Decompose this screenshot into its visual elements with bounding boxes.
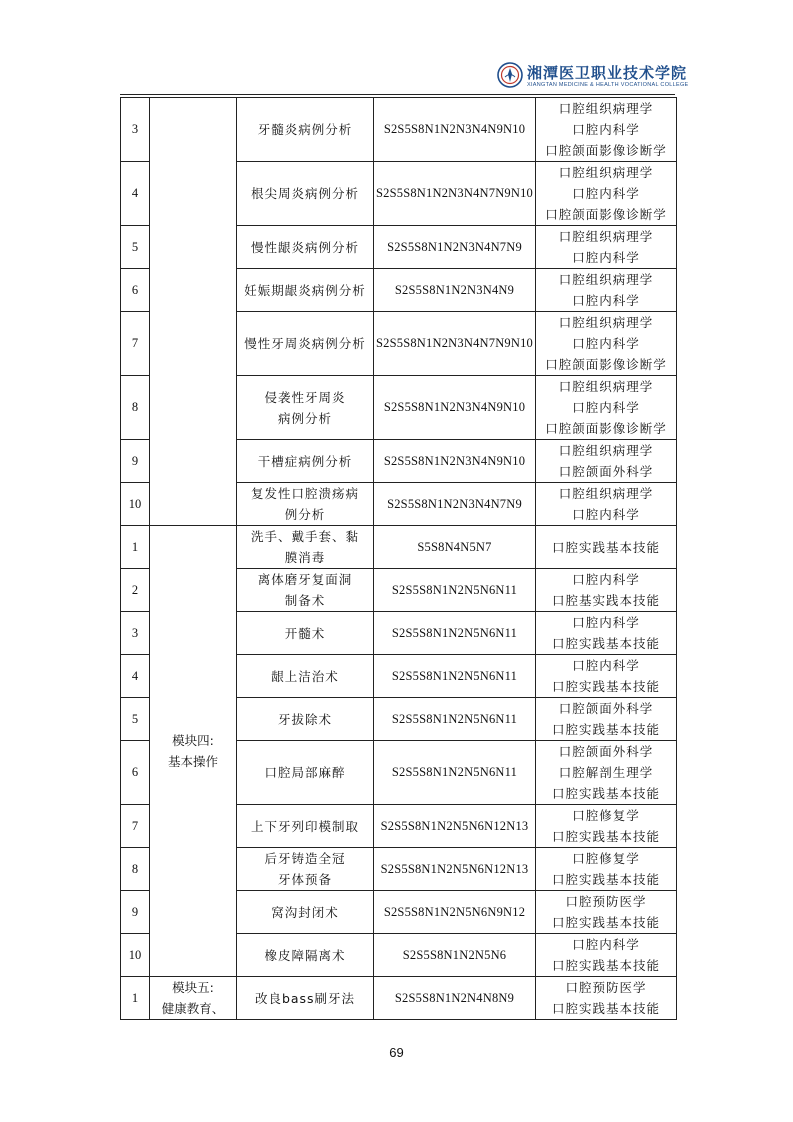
project-name-line: 洗手、戴手套、黏: [250, 529, 359, 544]
project-name: [237, 226, 374, 269]
competency-code: S2S5S8N1N2N3N4N7N9: [374, 226, 536, 269]
project-name-line: 根尖周炎病例分析: [250, 186, 359, 201]
course-item: 口腔实践基本技能: [551, 539, 660, 555]
course-item: 口腔内科学: [572, 250, 640, 265]
project-name: [237, 977, 374, 1020]
project-name: [237, 376, 374, 440]
course-item: 口腔内科学: [572, 572, 640, 587]
supporting-courses: [536, 741, 677, 805]
supporting-courses: [536, 848, 677, 891]
project-name-line: 离体磨牙复面洞: [257, 572, 353, 587]
course-item: 口腔实践基本技能: [551, 829, 660, 844]
course-item: 口腔修复学: [572, 851, 640, 866]
course-item: 口腔实践基本技能: [551, 636, 660, 651]
module-label-line: 模块四:: [172, 733, 214, 748]
row-number: 8: [121, 376, 150, 440]
project-name: [237, 741, 374, 805]
project-name-line: 妊娠期龈炎病例分析: [244, 282, 366, 298]
project-name: [237, 891, 374, 934]
course-item: 口腔组织病理学: [558, 272, 654, 287]
competency-code: S2S5S8N1N2N3N4N7N9N10: [374, 162, 536, 226]
supporting-courses: [536, 226, 677, 269]
competency-code: S2S5S8N1N2N5N6N11: [374, 698, 536, 741]
course-item: 口腔颌面外科学: [558, 744, 654, 759]
course-item: 口腔实践基本技能: [551, 722, 660, 737]
supporting-courses: [536, 526, 677, 569]
project-name: [237, 269, 374, 312]
row-number: 8: [121, 848, 150, 891]
course-item: 口腔预防医学: [565, 980, 647, 995]
module-label-line: 模块五:: [172, 980, 214, 995]
row-number: 10: [121, 483, 150, 526]
competency-code: S2S5S8N1N2N3N4N9N10: [374, 376, 536, 440]
competency-code: S2S5S8N1N2N5N6: [374, 934, 536, 977]
school-emblem-icon: [497, 62, 523, 88]
project-name-line: 牙体预备: [277, 872, 332, 887]
project-name: [237, 848, 374, 891]
course-item: 口腔组织病理学: [558, 101, 654, 116]
project-name: [237, 698, 374, 741]
project-name-line: 牙髓炎病例分析: [257, 122, 353, 137]
project-name-line: 口腔局部麻醉: [264, 765, 346, 780]
supporting-courses: [536, 698, 677, 741]
course-item: 口腔颌面影像诊断学: [545, 357, 667, 372]
row-number: 5: [121, 698, 150, 741]
supporting-courses: [536, 977, 677, 1020]
supporting-courses: [536, 805, 677, 848]
supporting-courses: [536, 162, 677, 226]
competency-code: S2S5S8N1N2N3N4N9N10: [374, 98, 536, 162]
supporting-courses: [536, 891, 677, 934]
project-name-line: 后牙铸造全冠: [264, 851, 346, 866]
module-label-line: 健康教育、: [161, 1001, 225, 1016]
course-item: 口腔实践基本技能: [551, 872, 660, 887]
course-item: 口腔实践基本技能: [551, 679, 660, 694]
competency-code: S2S5S8N1N2N5N6N11: [374, 741, 536, 805]
project-name: [237, 312, 374, 376]
module-cell: [150, 98, 237, 526]
course-item: 口腔预防医学: [565, 894, 647, 909]
supporting-courses: [536, 655, 677, 698]
competency-code: S2S5S8N1N2N3N4N7N9N10: [374, 312, 536, 376]
project-name-line: 上下牙列印模制取: [250, 818, 359, 834]
project-name: [237, 483, 374, 526]
supporting-courses: [536, 98, 677, 162]
supporting-courses: [536, 440, 677, 483]
competency-code: S2S5S8N1N2N5N6N11: [374, 612, 536, 655]
course-item: 口腔修复学: [572, 808, 640, 823]
course-item: 口腔实践基本技能: [551, 786, 660, 801]
project-name-line: 橡皮障隔离术: [264, 947, 346, 963]
project-name-line: 牙拔除术: [277, 711, 332, 727]
row-number: 4: [121, 655, 150, 698]
course-item: 口腔内科学: [572, 336, 640, 351]
course-item: 口腔颌面影像诊断学: [545, 143, 667, 158]
row-number: 9: [121, 891, 150, 934]
header-rule: [120, 94, 675, 95]
project-name-line: 制备术: [284, 593, 326, 608]
row-number: 2: [121, 569, 150, 612]
project-name-line: 复发性口腔溃疡病: [250, 486, 359, 501]
row-number: 3: [121, 612, 150, 655]
course-item: 口腔组织病理学: [558, 443, 654, 458]
project-name-line: 开髓术: [284, 625, 326, 641]
course-item: 口腔内科学: [572, 186, 640, 201]
row-number: 7: [121, 805, 150, 848]
competency-code: S2S5S8N1N2N3N4N9N10: [374, 440, 536, 483]
page-number: 69: [389, 1045, 404, 1060]
module-cell: [150, 977, 237, 1020]
competency-code: S2S5S8N1N2N5N6N9N12: [374, 891, 536, 934]
row-number: 1: [121, 526, 150, 569]
competency-code: S2S5S8N1N2N3N4N9: [374, 269, 536, 312]
project-name: [237, 612, 374, 655]
course-item: 口腔内科学: [572, 658, 640, 673]
row-number: 10: [121, 934, 150, 977]
project-name: [237, 934, 374, 977]
competency-code: S2S5S8N1N2N4N8N9: [374, 977, 536, 1020]
supporting-courses: [536, 312, 677, 376]
project-name-line: 窝沟封闭术: [271, 904, 339, 920]
competency-code: S2S5S8N1N2N5N6N11: [374, 655, 536, 698]
course-item: 口腔颌面影像诊断学: [545, 421, 667, 436]
course-item: 口腔组织病理学: [558, 315, 654, 330]
course-item: 口腔内科学: [572, 507, 640, 522]
course-item: 口腔实践基本技能: [551, 915, 660, 930]
course-item: 口腔颌面外科学: [558, 701, 654, 716]
course-item: 口腔基实践本技能: [551, 593, 660, 608]
project-name: [237, 440, 374, 483]
competency-code: S2S5S8N1N2N3N4N7N9: [374, 483, 536, 526]
course-item: 口腔实践基本技能: [551, 958, 660, 973]
course-item: 口腔内科学: [572, 615, 640, 630]
course-item: 口腔解剖生理学: [558, 765, 654, 780]
row-number: 3: [121, 98, 150, 162]
competency-code: S2S5S8N1N2N5N6N11: [374, 569, 536, 612]
school-logo: [497, 62, 689, 92]
supporting-courses: [536, 569, 677, 612]
project-name-line: 慢性牙周炎病例分析: [244, 336, 366, 351]
project-name-line: 侵袭性牙周炎: [264, 389, 346, 405]
course-item: 口腔实践基本技能: [551, 1001, 660, 1016]
project-name: [237, 569, 374, 612]
project-name: [237, 162, 374, 226]
table-row: [121, 98, 677, 162]
row-number: 6: [121, 741, 150, 805]
project-name-line: 干槽症病例分析: [257, 453, 353, 469]
supporting-courses: [536, 376, 677, 440]
project-name-line: 病例分析: [277, 410, 332, 426]
course-item: 口腔组织病理学: [558, 229, 654, 244]
project-name: [237, 526, 374, 569]
course-item: 口腔颌面外科学: [558, 464, 654, 479]
supporting-courses: [536, 612, 677, 655]
supporting-courses: [536, 269, 677, 312]
course-item: 口腔内科学: [572, 293, 640, 308]
row-number: 5: [121, 226, 150, 269]
course-item: 口腔颌面影像诊断学: [545, 207, 667, 222]
supporting-courses: [536, 483, 677, 526]
project-name: [237, 98, 374, 162]
row-number: 9: [121, 440, 150, 483]
row-number: 4: [121, 162, 150, 226]
project-name-line: 膜消毒: [284, 550, 326, 565]
course-item: 口腔组织病理学: [558, 165, 654, 180]
school-name-en: XIANGTAN MEDICINE & HEALTH VOCATIONAL COLLEGE: [527, 82, 689, 88]
course-item: 口腔内科学: [572, 937, 640, 952]
project-name: [237, 805, 374, 848]
project-name: [237, 655, 374, 698]
course-item: 口腔内科学: [572, 122, 640, 137]
project-name-line: 例分析: [284, 507, 326, 522]
table-row: [121, 977, 677, 1020]
course-item: 口腔组织病理学: [558, 486, 654, 501]
table-row: [121, 526, 677, 569]
row-number: 7: [121, 312, 150, 376]
competency-code: S2S5S8N1N2N5N6N12N13: [374, 805, 536, 848]
module-label-line: 基本操作: [167, 754, 218, 769]
competency-code: S2S5S8N1N2N5N6N12N13: [374, 848, 536, 891]
project-name-line: 慢性龈炎病例分析: [250, 239, 359, 255]
project-name-line: 改良bass刷牙法: [254, 990, 356, 1006]
supporting-courses: [536, 934, 677, 977]
competency-code: S5S8N4N5N7: [374, 526, 536, 569]
course-item: 口腔组织病理学: [558, 379, 654, 394]
course-item: 口腔内科学: [572, 400, 640, 415]
row-number: 1: [121, 977, 150, 1020]
school-name-cn: 湘潭医卫职业技术学院: [527, 64, 688, 82]
project-name-line: 龈上洁治术: [271, 668, 339, 684]
row-number: 6: [121, 269, 150, 312]
module-cell: [150, 526, 237, 977]
training-project-table: [120, 97, 677, 1020]
